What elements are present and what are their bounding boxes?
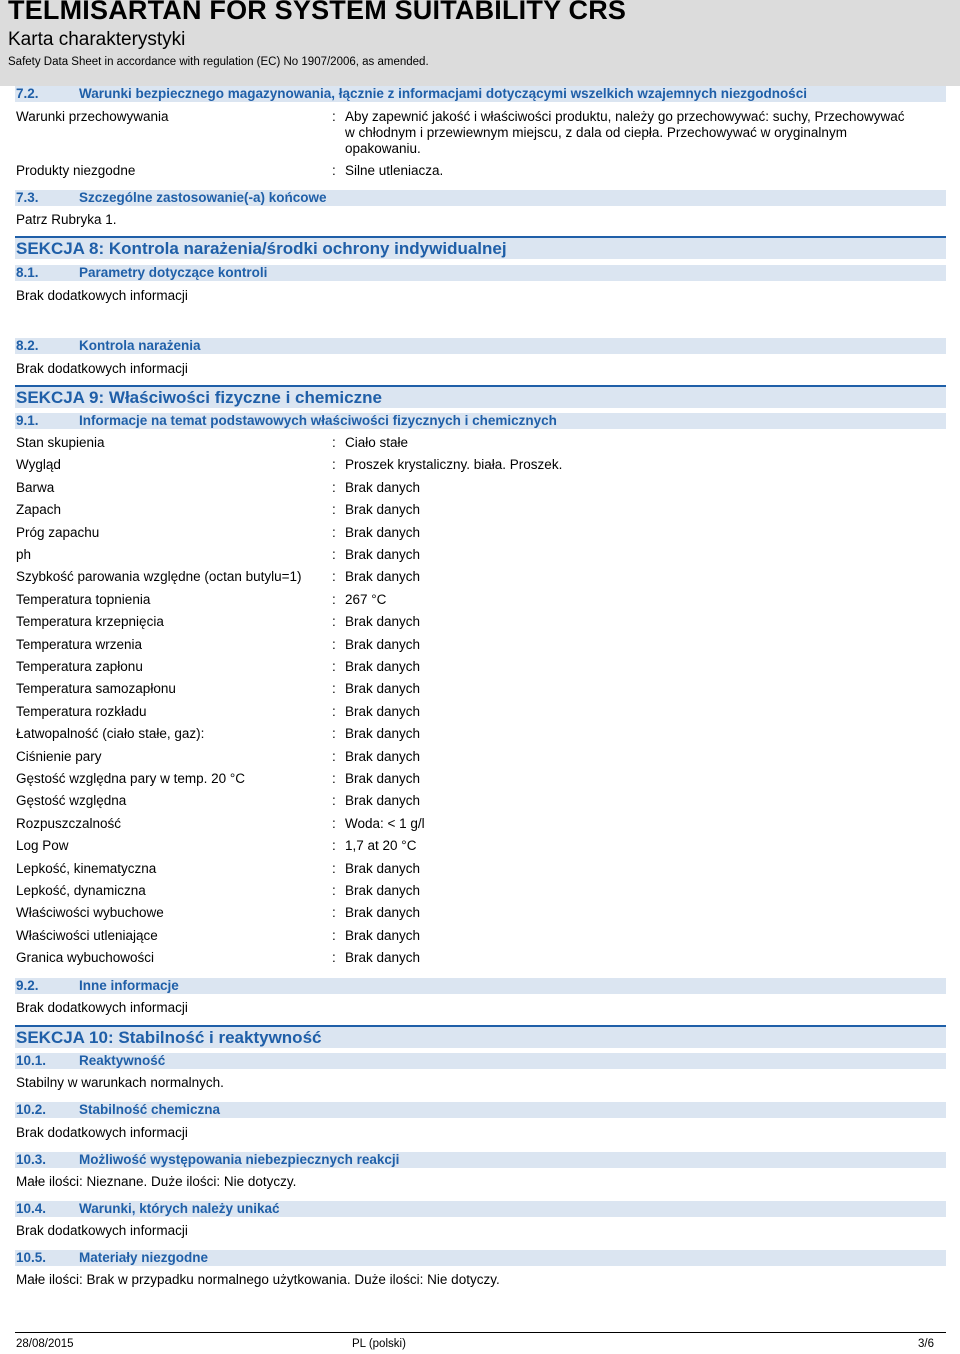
colon: : xyxy=(332,480,336,495)
property-label: Log Pow xyxy=(16,838,69,853)
colon: : xyxy=(332,547,336,562)
colon: : xyxy=(332,614,336,629)
footer-language: PL (polski) xyxy=(352,1338,406,1350)
property-label: Temperatura rozkładu xyxy=(16,704,147,719)
subsection-number: 10.2. xyxy=(16,1102,47,1117)
colon: : xyxy=(332,928,336,943)
subsection-10-1-header xyxy=(15,1053,946,1069)
subsection-8-1-text: Brak dodatkowych informacji xyxy=(16,288,188,303)
subsection-10-3-header xyxy=(15,1152,946,1168)
property-label: Wygląd xyxy=(16,457,61,472)
incompatible-label: Produkty niezgodne xyxy=(16,163,136,178)
subsection-9-1-header xyxy=(15,413,946,429)
subsection-number: 7.3. xyxy=(16,190,39,205)
colon: : xyxy=(332,163,336,178)
subsection-7-3-text: Patrz Rubryka 1. xyxy=(16,212,117,227)
subsection-10-2-header xyxy=(15,1102,946,1118)
colon: : xyxy=(332,569,336,584)
property-value: Proszek krystaliczny. biała. Proszek. xyxy=(345,457,563,472)
subsection-9-2-text: Brak dodatkowych informacji xyxy=(16,1000,188,1015)
property-value: Brak danych xyxy=(345,480,421,495)
property-value: Brak danych xyxy=(345,905,421,920)
property-value: Woda: < 1 g/l xyxy=(345,816,425,831)
property-value: 267 °C xyxy=(345,592,387,607)
footer-divider xyxy=(15,1332,946,1333)
subsection-10-4-header xyxy=(15,1201,946,1217)
colon: : xyxy=(332,435,336,450)
regulation-note: Safety Data Sheet in accordance with regulation (EC) No 1907/2006, as amended. xyxy=(8,56,429,68)
subsection-8-1-header xyxy=(15,265,946,281)
subsection-10-3-text: Małe ilości: Nieznane. Duże ilości: Nie dotyczy. xyxy=(16,1174,297,1189)
subsection-title: Reaktywność xyxy=(79,1053,166,1068)
storage-value-line1: Aby zapewnić jakość i właściwości produktu, należy go przechowywać: suchy, Przechowywać xyxy=(345,109,905,124)
property-label: Barwa xyxy=(16,480,55,495)
subsection-title: Warunki, których należy unikać xyxy=(79,1201,280,1216)
property-label: Ciśnienie pary xyxy=(16,749,102,764)
subsection-10-1-text: Stabilny w warunkach normalnych. xyxy=(16,1075,224,1090)
section-title: SEKCJA 8: Kontrola narażenia/środki ochrony indywidualnej xyxy=(16,239,507,258)
colon: : xyxy=(332,861,336,876)
subsection-title: Możliwość występowania niebezpiecznych reakcji xyxy=(79,1152,400,1167)
colon: : xyxy=(332,793,336,808)
subsection-title: Materiały niezgodne xyxy=(79,1250,209,1265)
property-value: Brak danych xyxy=(345,726,421,741)
property-value: Brak danych xyxy=(345,569,421,584)
colon: : xyxy=(332,457,336,472)
property-value: Brak danych xyxy=(345,861,421,876)
colon: : xyxy=(332,950,336,965)
section-9-header xyxy=(15,385,946,408)
colon: : xyxy=(332,592,336,607)
property-label: Rozpuszczalność xyxy=(16,816,122,831)
incompatible-value: Silne utleniacza. xyxy=(345,163,444,178)
colon: : xyxy=(332,637,336,652)
property-value: Brak danych xyxy=(345,637,421,652)
section-10-header xyxy=(15,1025,946,1048)
property-value: Brak danych xyxy=(345,681,421,696)
property-value: Brak danych xyxy=(345,704,421,719)
colon: : xyxy=(332,704,336,719)
property-label: Łatwopalność (ciało stałe, gaz): xyxy=(16,726,205,741)
property-label: Właściwości utleniające xyxy=(16,928,158,943)
section-title: SEKCJA 9: Właściwości fizyczne i chemiczne xyxy=(16,388,382,407)
colon: : xyxy=(332,838,336,853)
subsection-9-2-header xyxy=(15,978,946,994)
property-label: ph xyxy=(16,547,32,562)
property-value: Brak danych xyxy=(345,659,421,674)
property-value: Brak danych xyxy=(345,928,421,943)
subsection-7-3-header xyxy=(15,190,946,206)
colon: : xyxy=(332,109,336,124)
subsection-number: 10.5. xyxy=(16,1250,47,1265)
property-value: 1,7 at 20 °C xyxy=(345,838,417,853)
storage-value-line3: opakowaniu. xyxy=(345,141,421,156)
property-value: Brak danych xyxy=(345,749,421,764)
subsection-title: Warunki bezpiecznego magazynowania, łącznie z informacjami dotyczącymi wszelkich wzajemnych niezgodności xyxy=(79,86,807,101)
section-title: SEKCJA 10: Stabilność i reaktywność xyxy=(16,1028,322,1047)
property-label: Szybkość parowania względne (octan butylu=1) xyxy=(16,569,302,584)
property-value: Brak danych xyxy=(345,883,421,898)
footer-date: 28/08/2015 xyxy=(16,1338,74,1350)
property-label: Gęstość względna pary w temp. 20 °C xyxy=(16,771,245,786)
property-label: Właściwości wybuchowe xyxy=(16,905,164,920)
colon: : xyxy=(332,681,336,696)
property-value: Brak danych xyxy=(345,502,421,517)
colon: : xyxy=(332,771,336,786)
subsection-10-4-text: Brak dodatkowych informacji xyxy=(16,1223,188,1238)
property-label: Temperatura zapłonu xyxy=(16,659,143,674)
document-title: TELMISARTAN FOR SYSTEM SUITABILITY CRS xyxy=(8,0,627,25)
storage-label: Warunki przechowywania xyxy=(16,109,169,124)
property-label: Stan skupienia xyxy=(16,435,105,450)
subsection-number: 10.3. xyxy=(16,1152,47,1167)
colon: : xyxy=(332,502,336,517)
property-label: Temperatura topnienia xyxy=(16,592,151,607)
subsection-10-5-text: Małe ilości: Brak w przypadku normalnego użytkowania. Duże ilości: Nie dotyczy. xyxy=(16,1272,500,1287)
property-value: Brak danych xyxy=(345,771,421,786)
section-8-header xyxy=(15,236,946,259)
subsection-title: Szczególne zastosowanie(-a) końcowe xyxy=(79,190,327,205)
property-label: Zapach xyxy=(16,502,62,517)
subsection-number: 9.1. xyxy=(16,413,39,428)
colon: : xyxy=(332,883,336,898)
property-value: Ciało stałe xyxy=(345,435,409,450)
subsection-number: 10.1. xyxy=(16,1053,47,1068)
footer-page-number: 3/6 xyxy=(918,1338,934,1350)
colon: : xyxy=(332,726,336,741)
colon: : xyxy=(332,659,336,674)
property-label: Temperatura samozapłonu xyxy=(16,681,176,696)
colon: : xyxy=(332,905,336,920)
subsection-8-2-header xyxy=(15,338,946,354)
subsection-10-5-header xyxy=(15,1250,946,1266)
subsection-10-2-text: Brak dodatkowych informacji xyxy=(16,1125,188,1140)
subsection-title: Stabilność chemiczna xyxy=(79,1102,221,1117)
property-value: Brak danych xyxy=(345,950,421,965)
property-value: Brak danych xyxy=(345,614,421,629)
subsection-7-2-header xyxy=(15,86,946,102)
storage-value-line2: w chłodnym i przewiewnym miejscu, z dala od ciepła. Przechowywać w oryginalnym xyxy=(345,125,847,140)
subsection-title: Informacje na temat podstawowych właściwości fizycznych i chemicznych xyxy=(79,413,557,428)
property-value: Brak danych xyxy=(345,793,421,808)
property-label: Granica wybuchowości xyxy=(16,950,155,965)
subsection-number: 7.2. xyxy=(16,86,39,101)
colon: : xyxy=(332,749,336,764)
subsection-number: 10.4. xyxy=(16,1201,47,1216)
property-label: Gęstość względna xyxy=(16,793,127,808)
property-label: Lepkość, dynamiczna xyxy=(16,883,146,898)
colon: : xyxy=(332,525,336,540)
subsection-title: Parametry dotyczące kontroli xyxy=(79,265,268,280)
subsection-number: 8.2. xyxy=(16,338,39,353)
property-value: Brak danych xyxy=(345,525,421,540)
property-label: Temperatura wrzenia xyxy=(16,637,143,652)
subsection-title: Inne informacje xyxy=(79,978,179,993)
subsection-title: Kontrola narażenia xyxy=(79,338,201,353)
property-value: Brak danych xyxy=(345,547,421,562)
property-label: Lepkość, kinematyczna xyxy=(16,861,157,876)
subsection-8-2-text: Brak dodatkowych informacji xyxy=(16,361,188,376)
document-subtitle: Karta charakterystyki xyxy=(8,29,186,50)
subsection-number: 8.1. xyxy=(16,265,39,280)
property-label: Temperatura krzepnięcia xyxy=(16,614,164,629)
colon: : xyxy=(332,816,336,831)
property-label: Próg zapachu xyxy=(16,525,100,540)
subsection-number: 9.2. xyxy=(16,978,39,993)
